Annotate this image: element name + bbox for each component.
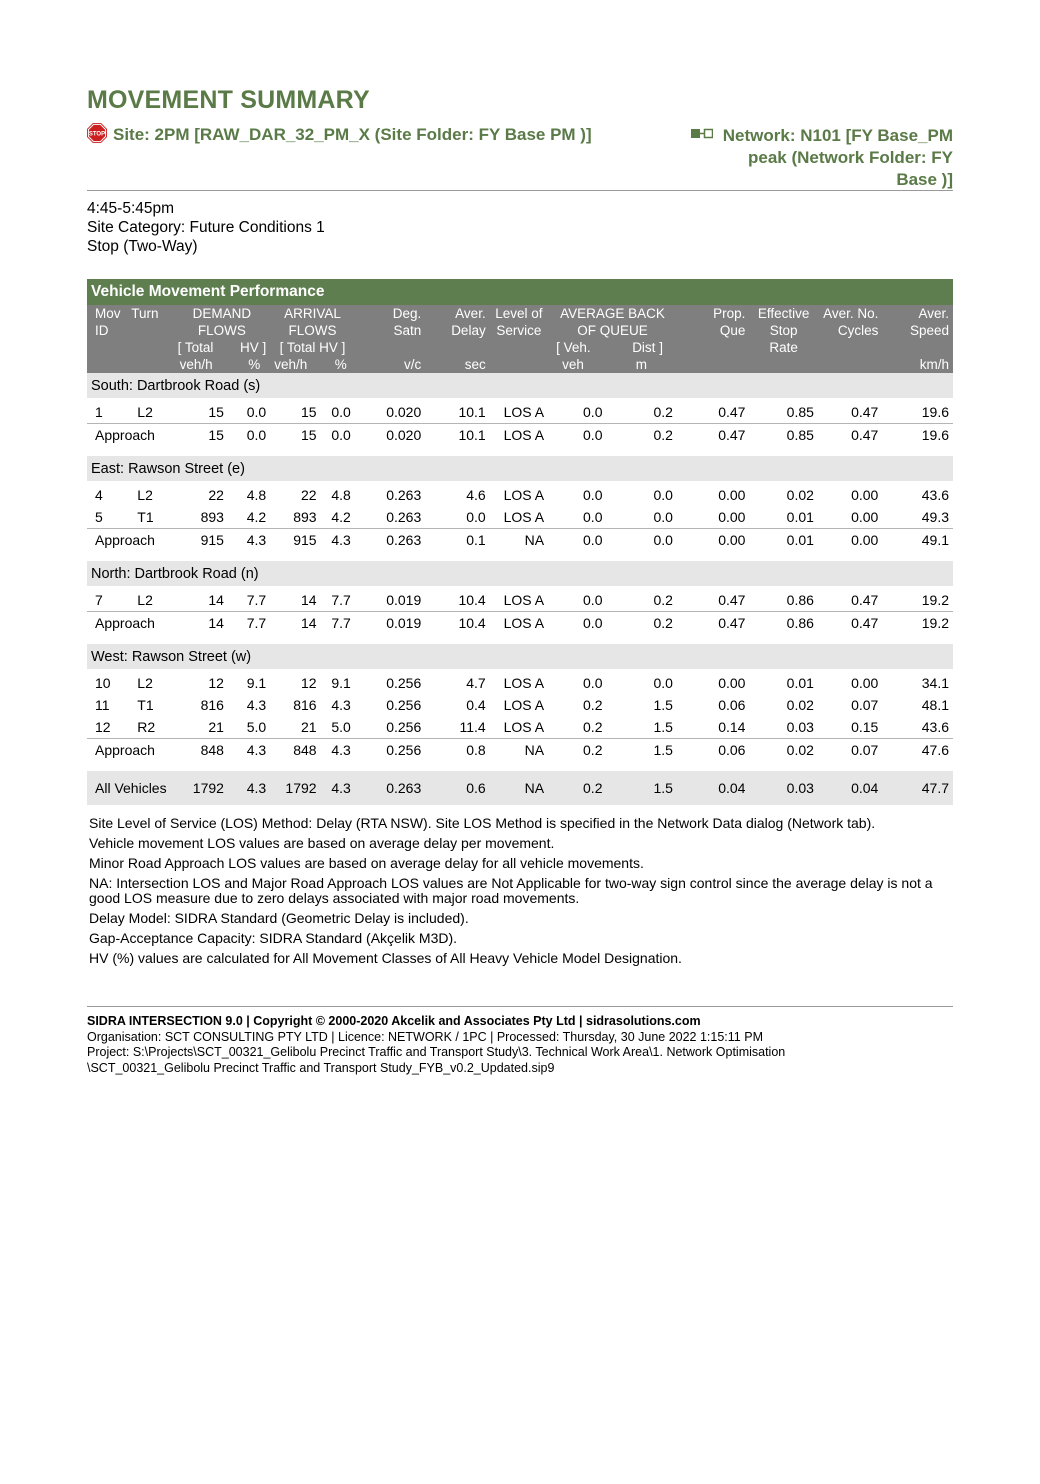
table-cell: 15 bbox=[270, 424, 320, 447]
table-cell: 0.15 bbox=[851, 719, 879, 735]
table-cell: 12 bbox=[208, 675, 224, 691]
table-cell: 0.2 bbox=[583, 697, 603, 713]
table-cell: 816 bbox=[293, 697, 317, 713]
table-row bbox=[87, 484, 953, 506]
table-cell: NA bbox=[490, 739, 548, 762]
table-cell: 0.02 bbox=[786, 697, 814, 713]
table-cell: 0.01 bbox=[749, 529, 817, 552]
table-cell: 0.47 bbox=[851, 592, 879, 608]
table-cell: 0.47 bbox=[677, 612, 749, 635]
table-cell: 11 bbox=[95, 697, 110, 713]
table-cell: 0.0 bbox=[331, 404, 351, 420]
table-cell: 0.00 bbox=[851, 675, 879, 691]
table-cell: L2 bbox=[137, 675, 153, 691]
table-cell: 848 bbox=[174, 739, 228, 762]
table-cell: 0.47 bbox=[718, 404, 746, 420]
table-cell: Approach bbox=[87, 739, 174, 762]
row-gap bbox=[87, 551, 953, 561]
table-cell: LOS A bbox=[503, 509, 545, 525]
table-cell: 10.4 bbox=[458, 592, 486, 608]
col-speed: Aver. Speed km/h bbox=[882, 305, 953, 373]
table-cell: All Vehicles bbox=[87, 771, 174, 805]
approach-row bbox=[87, 739, 953, 762]
table-cell: 7 bbox=[95, 592, 103, 608]
table-row bbox=[87, 589, 953, 612]
table-cell: 0.0 bbox=[466, 509, 486, 525]
table-cell: 43.6 bbox=[921, 719, 949, 735]
table-cell: 19.2 bbox=[882, 612, 953, 635]
note-item: Vehicle movement LOS values are based on average delay per movement. bbox=[89, 835, 555, 851]
table-cell: 4.3 bbox=[228, 771, 270, 805]
time-period: 4:45-5:45pm bbox=[87, 200, 175, 217]
approach-title bbox=[87, 456, 953, 481]
table-cell: 48.1 bbox=[921, 697, 949, 713]
table-cell: 0.263 bbox=[386, 487, 422, 503]
table-cell: 4 bbox=[95, 487, 103, 503]
table-cell: 0.263 bbox=[355, 529, 425, 552]
table-cell: NA bbox=[490, 771, 548, 805]
col-turn: Turn bbox=[131, 306, 159, 321]
table-cell: 1792 bbox=[174, 771, 228, 805]
table-cell: 0.86 bbox=[749, 612, 817, 635]
row-gap bbox=[87, 446, 953, 456]
table-cell: 0.2 bbox=[583, 719, 603, 735]
table-cell: 11.4 bbox=[459, 719, 486, 735]
table-cell: 0.03 bbox=[749, 771, 817, 805]
table-cell: 0.14 bbox=[718, 719, 746, 735]
network-icon bbox=[691, 128, 713, 140]
table-cell: 0.85 bbox=[749, 424, 817, 447]
table-cell: 0.256 bbox=[355, 739, 425, 762]
table-cell: 0.0 bbox=[583, 487, 603, 503]
footer-copyright: SIDRA INTERSECTION 9.0 | Copyright © 2000-2020 Akcelik and Associates Pty Ltd | sidrasolutions.com bbox=[87, 1014, 701, 1028]
site-meta bbox=[87, 199, 325, 256]
table-cell: 0.00 bbox=[718, 509, 746, 525]
table-cell: 0.0 bbox=[548, 529, 606, 552]
col-mov: Mov bbox=[95, 306, 121, 321]
table-cell: 4.3 bbox=[228, 529, 270, 552]
table-cell: Approach bbox=[87, 424, 174, 447]
table-cell: 0.47 bbox=[818, 612, 882, 635]
footer-organisation: Organisation: SCT CONSULTING PTY LTD | Licence: NETWORK / 1PC | Processed: Thursday, 30 June 2022 1:15:11 PM bbox=[87, 1029, 763, 1044]
table-cell: 4.3 bbox=[246, 697, 267, 713]
table-cell: 0.2 bbox=[606, 424, 676, 447]
table-cell: 915 bbox=[270, 529, 320, 552]
table-cell: 7.7 bbox=[331, 592, 351, 608]
table-cell: 0.00 bbox=[851, 509, 879, 525]
col-stop-rate: Effective Stop Rate bbox=[749, 305, 817, 373]
table-cell: 0.0 bbox=[583, 675, 603, 691]
table-cell: T1 bbox=[137, 509, 154, 525]
table-cell: 10.1 bbox=[425, 424, 489, 447]
table-cell: 0.00 bbox=[677, 529, 749, 552]
table-cell: 49.1 bbox=[882, 529, 953, 552]
col-deg-satn: Deg. Satn v/c bbox=[355, 305, 425, 373]
table-body bbox=[87, 373, 953, 805]
table-cell: 0.00 bbox=[718, 675, 746, 691]
table-cell: 15 bbox=[208, 404, 224, 420]
approach-name: South: Dartbrook Road (s) bbox=[87, 373, 953, 398]
table-cell: 0.03 bbox=[786, 719, 814, 735]
table-cell: LOS A bbox=[503, 719, 545, 735]
network-line-3: Base )] bbox=[896, 170, 953, 189]
note-item: HV (%) values are calculated for All Movement Classes of All Heavy Vehicle Model Designation. bbox=[89, 950, 682, 966]
table-cell: 4.2 bbox=[331, 509, 351, 525]
table-cell: 4.3 bbox=[321, 771, 355, 805]
table-cell: 7.7 bbox=[228, 612, 270, 635]
table-cell: 0.85 bbox=[786, 404, 814, 420]
table-cell: 15 bbox=[300, 404, 317, 420]
table-row bbox=[87, 694, 953, 716]
control-type: Stop (Two-Way) bbox=[87, 238, 198, 255]
table-cell: 0.00 bbox=[718, 487, 746, 503]
notes bbox=[89, 816, 955, 971]
table-cell: LOS A bbox=[490, 424, 548, 447]
approach-title bbox=[87, 644, 953, 669]
table-row bbox=[87, 401, 953, 424]
col-id: ID bbox=[95, 323, 109, 338]
table-header bbox=[87, 305, 953, 373]
table-cell: 0.47 bbox=[718, 592, 746, 608]
table-cell: NA bbox=[490, 529, 548, 552]
table-cell: 0.01 bbox=[786, 675, 814, 691]
note-item: Minor Road Approach LOS values are based on average delay for all vehicle movements. bbox=[89, 855, 644, 871]
table-cell: 10.4 bbox=[425, 612, 489, 635]
table-cell: 0.2 bbox=[653, 404, 673, 420]
approach-name: West: Rawson Street (w) bbox=[87, 644, 953, 669]
table-cell: LOS A bbox=[490, 612, 548, 635]
table-cell: LOS A bbox=[503, 697, 545, 713]
table-cell: LOS A bbox=[503, 404, 545, 420]
table-cell: LOS A bbox=[503, 592, 545, 608]
table-cell: 0.0 bbox=[246, 404, 267, 420]
table-caption: Vehicle Movement Performance bbox=[87, 279, 953, 305]
table-cell: 19.6 bbox=[882, 424, 953, 447]
table-cell: 4.8 bbox=[246, 487, 267, 503]
table-cell: 0.2 bbox=[548, 739, 606, 762]
table-cell: 0.256 bbox=[386, 675, 422, 691]
table-cell: 34.1 bbox=[921, 675, 949, 691]
approach-row bbox=[87, 612, 953, 635]
table-cell: 21 bbox=[300, 719, 317, 735]
table-cell: 22 bbox=[208, 487, 224, 503]
table-cell: 5.0 bbox=[246, 719, 267, 735]
row-gap bbox=[87, 761, 953, 771]
col-delay: Aver. Delay sec bbox=[425, 305, 489, 373]
svg-text:STOP: STOP bbox=[88, 131, 106, 138]
table-cell: 4.3 bbox=[331, 697, 351, 713]
table-cell: 5 bbox=[95, 509, 103, 525]
table-cell: 0.4 bbox=[466, 697, 486, 713]
table-cell: 0.01 bbox=[786, 509, 814, 525]
table-cell: 4.3 bbox=[321, 529, 355, 552]
table-cell: 915 bbox=[174, 529, 228, 552]
table-cell: 43.6 bbox=[921, 487, 949, 503]
table-cell: 0.07 bbox=[818, 739, 882, 762]
table-cell: 14 bbox=[270, 612, 320, 635]
table-cell: 1.5 bbox=[606, 771, 676, 805]
col-cycles: Aver. No. Cycles bbox=[818, 305, 882, 373]
table-cell: 816 bbox=[200, 697, 224, 713]
table-cell: 0.019 bbox=[386, 592, 422, 608]
table-cell: 21 bbox=[208, 719, 224, 735]
table-cell: 0.86 bbox=[786, 592, 814, 608]
table-cell: 893 bbox=[293, 509, 317, 525]
stop-sign-icon bbox=[87, 123, 107, 143]
page-title: MOVEMENT SUMMARY bbox=[87, 86, 370, 114]
table-cell: 0.06 bbox=[718, 697, 746, 713]
table-cell: 0.1 bbox=[425, 529, 489, 552]
footer-divider bbox=[87, 1006, 953, 1007]
table-cell: 19.6 bbox=[921, 404, 949, 420]
col-queue: AVERAGE BACK OF QUEUE [ Veh. Dist ] veh m bbox=[548, 305, 677, 373]
table-row bbox=[87, 506, 953, 529]
all-vehicles-row bbox=[87, 771, 953, 805]
table-row bbox=[87, 672, 953, 694]
table-cell: 0.020 bbox=[386, 404, 422, 420]
table-cell: 1.5 bbox=[606, 739, 676, 762]
footer bbox=[87, 1014, 953, 1076]
table-cell: 0.2 bbox=[548, 771, 606, 805]
note-item: Delay Model: SIDRA Standard (Geometric Delay is included). bbox=[89, 910, 469, 926]
table-cell: 0.00 bbox=[818, 529, 882, 552]
table-cell: 0.47 bbox=[851, 404, 879, 420]
table-cell: 14 bbox=[300, 592, 317, 608]
table-cell: 4.8 bbox=[331, 487, 351, 503]
table-cell: 0.6 bbox=[425, 771, 489, 805]
table-cell: 0.0 bbox=[653, 509, 673, 525]
table-cell: 4.7 bbox=[466, 675, 486, 691]
approach-row bbox=[87, 424, 953, 447]
table-cell: 0.2 bbox=[606, 612, 676, 635]
table-cell: 0.0 bbox=[583, 509, 603, 525]
table-cell: 0.0 bbox=[548, 612, 606, 635]
header-divider bbox=[87, 190, 953, 191]
table-cell: 0.8 bbox=[425, 739, 489, 762]
table-cell: 19.2 bbox=[921, 592, 949, 608]
col-arrival: ARRIVAL FLOWS [ Total HV ] veh/h % bbox=[270, 305, 355, 373]
table-cell: 14 bbox=[208, 592, 224, 608]
table-cell: 9.1 bbox=[331, 675, 351, 691]
approach-title bbox=[87, 373, 953, 398]
table-cell: 0.256 bbox=[386, 719, 422, 735]
table-cell: 0.00 bbox=[851, 487, 879, 503]
movement-performance-table bbox=[87, 279, 953, 805]
table-cell: 0.47 bbox=[818, 424, 882, 447]
table-cell: 9.1 bbox=[246, 675, 267, 691]
note-item: NA: Intersection LOS and Major Road Approach LOS values are Not Applicable for two-way sign control since the average delay is not a good LOS measure due to zero delays associated with major road movements. bbox=[89, 875, 933, 906]
row-gap bbox=[87, 634, 953, 644]
table-cell: 893 bbox=[200, 509, 224, 525]
table-cell: 4.2 bbox=[246, 509, 267, 525]
table-cell: L2 bbox=[137, 487, 153, 503]
table-cell: 12 bbox=[300, 675, 317, 691]
table-cell: 5.0 bbox=[331, 719, 351, 735]
table-cell: Approach bbox=[87, 529, 174, 552]
site-name: Site: 2PM [RAW_DAR_32_PM_X (Site Folder: FY Base PM )] bbox=[113, 125, 592, 144]
table-cell: 4.6 bbox=[466, 487, 486, 503]
table-cell: 22 bbox=[300, 487, 317, 503]
table-cell: 12 bbox=[95, 719, 111, 735]
table-cell: 0.0 bbox=[653, 675, 673, 691]
note-item: Site Level of Service (LOS) Method: Delay (RTA NSW). Site LOS Method is specified in the Network Data dialog (Network tab). bbox=[89, 815, 876, 831]
table-cell: T1 bbox=[137, 697, 154, 713]
table-cell: 0.0 bbox=[321, 424, 355, 447]
table-cell: 49.3 bbox=[921, 509, 949, 525]
table-cell: L2 bbox=[137, 404, 153, 420]
network-line-2: peak (Network Folder: FY bbox=[748, 148, 953, 167]
table-cell: 0.263 bbox=[355, 771, 425, 805]
col-los: Level of Service bbox=[490, 305, 548, 373]
table-cell: 1.5 bbox=[653, 719, 673, 735]
table-cell: 0.02 bbox=[749, 739, 817, 762]
table-cell: 4.3 bbox=[321, 739, 355, 762]
note-item: Gap-Acceptance Capacity: SIDRA Standard (Akçelik M3D). bbox=[89, 930, 458, 946]
table-cell: LOS A bbox=[503, 675, 545, 691]
table-cell: 47.7 bbox=[882, 771, 953, 805]
table-cell: 0.04 bbox=[818, 771, 882, 805]
approach-name: North: Dartbrook Road (n) bbox=[87, 561, 953, 586]
site-category: Site Category: Future Conditions 1 bbox=[87, 219, 325, 236]
table-cell: 0.07 bbox=[851, 697, 879, 713]
table-cell: LOS A bbox=[503, 487, 545, 503]
table-cell: 1 bbox=[95, 404, 103, 420]
table-cell: 1792 bbox=[270, 771, 320, 805]
table-cell: 0.47 bbox=[677, 424, 749, 447]
table-cell: 0.019 bbox=[355, 612, 425, 635]
approach-name: East: Rawson Street (e) bbox=[87, 456, 953, 481]
table-cell: 0.0 bbox=[606, 529, 676, 552]
table-cell: 0.0 bbox=[548, 424, 606, 447]
table-cell: Approach bbox=[87, 612, 174, 635]
col-demand: DEMAND FLOWS [ Total HV ] veh/h % bbox=[174, 305, 271, 373]
table-cell: 10.1 bbox=[458, 404, 486, 420]
table-row bbox=[87, 716, 953, 739]
table-cell: 10 bbox=[95, 675, 111, 691]
network-line-1: Network: N101 [FY Base_PM bbox=[722, 126, 953, 145]
table-cell: 4.3 bbox=[228, 739, 270, 762]
table-cell: 0.0 bbox=[583, 592, 603, 608]
table-cell: 14 bbox=[174, 612, 228, 635]
table-cell: 0.263 bbox=[386, 509, 422, 525]
table-cell: 7.7 bbox=[246, 592, 267, 608]
table-cell: R2 bbox=[137, 719, 156, 735]
footer-project: Project: S:\Projects\SCT_00321_Gelibolu Precinct Traffic and Transport Study\3. Technical Work Area\1. Network Optimisation bbox=[87, 1045, 786, 1059]
table-cell: 0.0 bbox=[228, 424, 270, 447]
table-cell: 0.0 bbox=[653, 487, 673, 503]
site-heading bbox=[87, 123, 592, 145]
network-heading bbox=[653, 125, 953, 191]
table-cell: L2 bbox=[137, 592, 153, 608]
table-cell: 0.04 bbox=[677, 771, 749, 805]
table-cell: 7.7 bbox=[321, 612, 355, 635]
table-cell: 0.02 bbox=[786, 487, 814, 503]
table-cell: 0.020 bbox=[355, 424, 425, 447]
footer-project-file: \SCT_00321_Gelibolu Precinct Traffic and Transport Study_FYB_v0.2_Updated.sip9 bbox=[87, 1060, 555, 1075]
table-cell: 0.0 bbox=[583, 404, 603, 420]
table-cell: 47.6 bbox=[882, 739, 953, 762]
table-cell: 1.5 bbox=[653, 697, 673, 713]
table-cell: 0.256 bbox=[386, 697, 422, 713]
table-cell: 0.2 bbox=[653, 592, 673, 608]
col-prop-que: Prop. Que bbox=[677, 305, 749, 373]
approach-row bbox=[87, 529, 953, 552]
table-cell: 848 bbox=[270, 739, 320, 762]
table-cell: 15 bbox=[174, 424, 228, 447]
table-cell: 0.06 bbox=[677, 739, 749, 762]
approach-title bbox=[87, 561, 953, 586]
